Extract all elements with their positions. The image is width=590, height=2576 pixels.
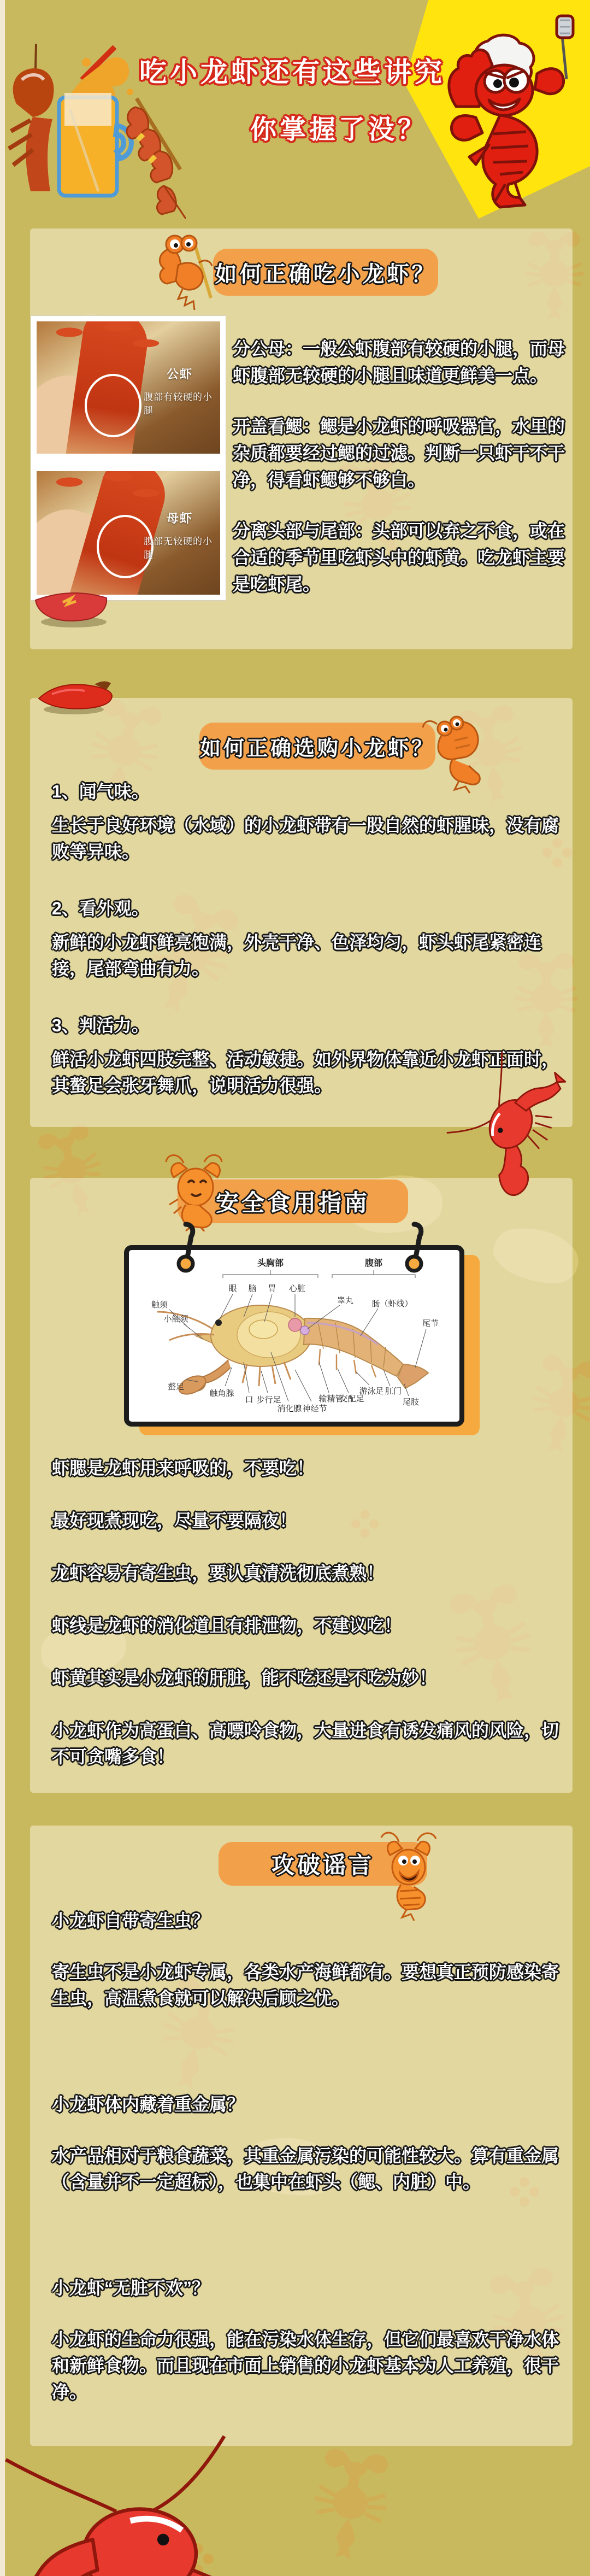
diagram-label: 神经节: [302, 1404, 327, 1413]
safety-tip: 虾腮是龙虾用来呼吸的，不要吃！: [52, 1458, 315, 1478]
buy-item-heading: 3、判活力。: [52, 1016, 149, 1035]
how-to-eat-text: [233, 336, 571, 622]
diagram-label: 输精管: [318, 1394, 344, 1404]
female-crayfish-photo: [37, 471, 220, 595]
safety-tip: 虾黄其实是小龙虾的肝脏，能不吃还是不吃为妙！: [52, 1668, 437, 1688]
photo-caption: 腹部有较硬的小腿: [144, 392, 213, 416]
diagram-label: 尾节: [422, 1319, 439, 1328]
section-how-to-eat-title: 如何正确吃小龙虾？: [215, 262, 436, 286]
crayfish-claws-shape: [53, 471, 162, 515]
paragraph-sex: 分公母：一般公虾腹部有较硬的小腿，而母虾腹部无较硬的小腿且味道更鲜美一点。: [233, 339, 565, 385]
rumor-answer: 小龙虾的生命力很强，能在污染水体生存，但它们最喜欢干净水体和新鲜食物。而且现在市面上销售的小龙虾基本为人工养殖，很干净。: [52, 2329, 559, 2402]
paragraph-gills: 开盖看鳃：鳃是小龙虾的呼吸器官，水里的杂质都要经过鳃的过滤。判断一只虾干不干净，得看虾鳃够不够白。: [233, 416, 565, 490]
photo-caption: 腹部无较硬的小腿: [144, 536, 213, 560]
rumor-answer: 寄生虫不是小龙虾专属，各类水产海鲜都有。要想真正预防感染寄生虫，高温煮食就可以解决后顾之忧。: [52, 1962, 559, 2008]
crayfish-claws-shape: [53, 321, 162, 365]
chili-icon: [30, 678, 117, 716]
crayfish-anatomy-diagram: [131, 1253, 458, 1420]
diagram-label: 消化腺: [277, 1404, 302, 1413]
highlight-circle: [85, 374, 141, 437]
diagram-label: 睾丸: [337, 1296, 354, 1305]
poster-title-line2: 你掌握了没？: [250, 115, 427, 144]
buy-item-heading: 2、看外观。: [52, 899, 149, 918]
crayfish-skewer-icon: [146, 232, 217, 322]
diagram-region-label: 腹部: [364, 1259, 383, 1268]
footer-crayfish-illustration: [0, 2427, 295, 2576]
diagram-region-label: 头胸部: [257, 1259, 284, 1268]
diagram-label: 交配足: [339, 1394, 364, 1404]
diagram-label: 步行足: [256, 1395, 281, 1405]
section-safety-title: 安全食用指南: [215, 1190, 370, 1216]
safety-tip: 龙虾容易有寄生虫，要认真清洗彻底煮熟！: [52, 1563, 385, 1583]
buy-item-body: 生长于良好环境（水域）的小龙虾带有一股自然的虾腥味，没有腐败等异味。: [52, 815, 559, 861]
diagram-label: 胃: [268, 1284, 276, 1293]
buy-item-heading: 1、闻气味。: [52, 782, 149, 801]
diagram-label: 眼: [228, 1284, 237, 1293]
section-how-to-buy-badge: [199, 723, 435, 770]
rumor-answer: 水产品相对于粮食蔬菜，其重金属污染的可能性较大。算有重金属（含量并不一定超标），也集中在虾头（鳃、内脏）中。: [52, 2146, 559, 2192]
buy-item-body: 新鲜的小龙虾鲜亮饱满，外壳干净、色泽均匀，虾头虾尾紧密连接，尾部弯曲有力。: [52, 932, 542, 978]
photo-label: 母虾: [167, 512, 193, 525]
header: [0, 0, 590, 230]
rumor-question: 小龙虾自带寄生虫？: [52, 1911, 210, 1930]
poster-title-line1: 吃小龙虾还有这些讲究: [139, 57, 445, 87]
rumors-text: [52, 1908, 574, 2485]
safety-tip: 虾线是龙虾的消化道且有排泄物，不建议吃！: [52, 1616, 402, 1635]
rumor-question: 小龙虾“无脏不欢”？: [52, 2278, 210, 2298]
safety-tips: [52, 1455, 574, 1796]
photo-comparison-frame: [31, 316, 226, 600]
red-bowl-icon: [25, 590, 117, 629]
left-edge-strip: [0, 0, 5, 2576]
diagram-label: 触角腺: [209, 1389, 234, 1398]
diagram-label: 肛门: [385, 1387, 402, 1396]
male-crayfish-photo: [37, 321, 220, 454]
buy-item-body: 鲜活小龙虾四肢完整、活动敏捷。如外界物体靠近小龙虾正面时，其螯足会张牙舞爪，说明活力很强。: [52, 1049, 559, 1095]
section-rumors-title: 攻破谣言: [271, 1852, 374, 1878]
diagram-label: 尾肢: [402, 1398, 420, 1407]
section-how-to-eat-badge: [213, 249, 438, 296]
diagram-label: 螯足: [167, 1382, 185, 1392]
cute-crayfish-icon: [157, 1147, 234, 1231]
rumor-question: 小龙虾体内藏着重金属？: [52, 2094, 245, 2114]
safety-tip: 小龙虾作为高蛋白、高嘌呤食物，大量进食有诱发痛风的风险，切不可贪嘴多食！: [52, 1721, 559, 1767]
diagram-label: 小触须: [163, 1315, 188, 1324]
diagram-label: 脑: [248, 1284, 257, 1293]
diagram-label: 游泳足: [359, 1387, 384, 1396]
diagram-label: 肠（虾线）: [371, 1299, 413, 1308]
photo-label: 公虾: [167, 367, 193, 381]
diagram-label: 触须: [151, 1300, 168, 1310]
paragraph-head-tail: 分离头部与尾部：头部可以弃之不食，或在合适的季节里吃虾头中的虾黄。吃龙虾主要是吃虾尾。: [233, 521, 565, 594]
happy-crayfish-icon: [371, 1827, 445, 1922]
section-how-to-buy-title: 如何正确选购小龙虾？: [199, 737, 435, 760]
shrimp-icon: [421, 713, 489, 795]
diagram-label: 心脏: [288, 1284, 306, 1293]
safety-tip: 最好现煮现吃，尽量不要隔夜！: [52, 1511, 297, 1530]
diagram-label: 口: [245, 1395, 253, 1405]
